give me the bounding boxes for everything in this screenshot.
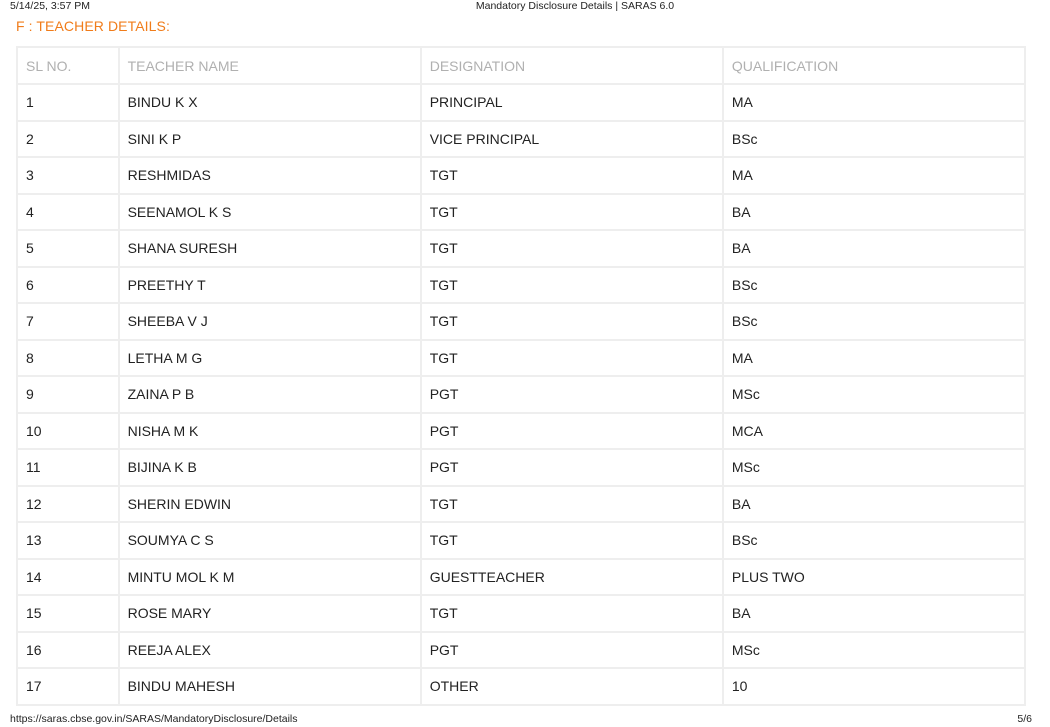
cell-teacher-name: SHERIN EDWIN <box>118 485 420 522</box>
cell-teacher-name: RESHMIDAS <box>118 156 420 193</box>
cell-teacher-name: NISHA M K <box>118 412 420 449</box>
cell-sl-no: 17 <box>16 667 118 706</box>
cell-designation: PGT <box>420 412 722 449</box>
cell-designation: TGT <box>420 156 722 193</box>
cell-teacher-name: SINI K P <box>118 120 420 157</box>
cell-teacher-name: SHEEBA V J <box>118 302 420 339</box>
cell-qualification: MSc <box>722 375 1026 412</box>
table-row <box>16 485 1026 522</box>
table-row <box>16 558 1026 595</box>
cell-designation: PGT <box>420 631 722 668</box>
table-row <box>16 156 1026 193</box>
cell-sl-no: 1 <box>16 83 118 120</box>
section-title: F : TEACHER DETAILS: <box>16 18 170 34</box>
cell-teacher-name: ROSE MARY <box>118 594 420 631</box>
cell-sl-no: 15 <box>16 594 118 631</box>
cell-teacher-name: MINTU MOL K M <box>118 558 420 595</box>
table-header-row <box>16 46 1026 83</box>
cell-designation: TGT <box>420 521 722 558</box>
table-row <box>16 375 1026 412</box>
table-row <box>16 266 1026 303</box>
column-header-teacher-name: TEACHER NAME <box>118 46 420 83</box>
cell-sl-no: 6 <box>16 266 118 303</box>
cell-qualification: 10 <box>722 667 1026 706</box>
cell-designation: GUESTTEACHER <box>420 558 722 595</box>
print-header <box>0 0 1050 13</box>
print-page-title: Mandatory Disclosure Details | SARAS 6.0 <box>475 0 675 12</box>
cell-designation: TGT <box>420 485 722 522</box>
cell-teacher-name: PREETHY T <box>118 266 420 303</box>
cell-sl-no: 5 <box>16 229 118 266</box>
cell-designation: TGT <box>420 339 722 376</box>
cell-qualification: BA <box>722 229 1026 266</box>
cell-sl-no: 13 <box>16 521 118 558</box>
cell-qualification: BSc <box>722 266 1026 303</box>
print-datetime: 5/14/25, 3:57 PM <box>10 0 90 12</box>
column-header-qualification: QUALIFICATION <box>722 46 1026 83</box>
cell-sl-no: 12 <box>16 485 118 522</box>
cell-designation: PRINCIPAL <box>420 83 722 120</box>
cell-sl-no: 2 <box>16 120 118 157</box>
cell-designation: PGT <box>420 448 722 485</box>
cell-teacher-name: ZAINA P B <box>118 375 420 412</box>
table-row <box>16 193 1026 230</box>
cell-qualification: MCA <box>722 412 1026 449</box>
cell-designation: OTHER <box>420 667 722 706</box>
table-row <box>16 448 1026 485</box>
table-row <box>16 594 1026 631</box>
cell-qualification: BSc <box>722 302 1026 339</box>
cell-teacher-name: SEENAMOL K S <box>118 193 420 230</box>
cell-qualification: PLUS TWO <box>722 558 1026 595</box>
cell-qualification: BA <box>722 594 1026 631</box>
cell-teacher-name: BIJINA K B <box>118 448 420 485</box>
cell-sl-no: 3 <box>16 156 118 193</box>
cell-designation: TGT <box>420 229 722 266</box>
table-row <box>16 302 1026 339</box>
cell-teacher-name: SHANA SURESH <box>118 229 420 266</box>
cell-teacher-name: BINDU K X <box>118 83 420 120</box>
cell-designation: TGT <box>420 594 722 631</box>
cell-qualification: MA <box>722 83 1026 120</box>
cell-qualification: BA <box>722 193 1026 230</box>
table-row <box>16 412 1026 449</box>
column-header-sl-no: SL NO. <box>16 46 118 83</box>
table-body <box>16 83 1026 706</box>
cell-designation: TGT <box>420 302 722 339</box>
table-row <box>16 339 1026 376</box>
cell-sl-no: 8 <box>16 339 118 376</box>
table-row <box>16 83 1026 120</box>
cell-qualification: MSc <box>722 631 1026 668</box>
print-url: https://saras.cbse.gov.in/SARAS/MandatoryDisclosure/Details <box>10 713 298 725</box>
cell-qualification: MA <box>722 156 1026 193</box>
cell-sl-no: 7 <box>16 302 118 339</box>
table-row <box>16 631 1026 668</box>
cell-teacher-name: LETHA M G <box>118 339 420 376</box>
table-row <box>16 120 1026 157</box>
cell-sl-no: 11 <box>16 448 118 485</box>
cell-sl-no: 9 <box>16 375 118 412</box>
teacher-details-table <box>16 46 1026 706</box>
cell-designation: PGT <box>420 375 722 412</box>
cell-qualification: MSc <box>722 448 1026 485</box>
cell-qualification: BSc <box>722 521 1026 558</box>
cell-qualification: BA <box>722 485 1026 522</box>
cell-sl-no: 14 <box>16 558 118 595</box>
cell-qualification: BSc <box>722 120 1026 157</box>
column-header-designation: DESIGNATION <box>420 46 722 83</box>
cell-teacher-name: REEJA ALEX <box>118 631 420 668</box>
cell-designation: VICE PRINCIPAL <box>420 120 722 157</box>
table-row <box>16 229 1026 266</box>
cell-sl-no: 10 <box>16 412 118 449</box>
table-row <box>16 521 1026 558</box>
table-row <box>16 667 1026 706</box>
cell-sl-no: 4 <box>16 193 118 230</box>
cell-sl-no: 16 <box>16 631 118 668</box>
cell-teacher-name: BINDU MAHESH <box>118 667 420 706</box>
cell-teacher-name: SOUMYA C S <box>118 521 420 558</box>
cell-designation: TGT <box>420 266 722 303</box>
print-page-number: 5/6 <box>1017 713 1032 725</box>
print-footer <box>0 713 1050 727</box>
cell-designation: TGT <box>420 193 722 230</box>
cell-qualification: MA <box>722 339 1026 376</box>
